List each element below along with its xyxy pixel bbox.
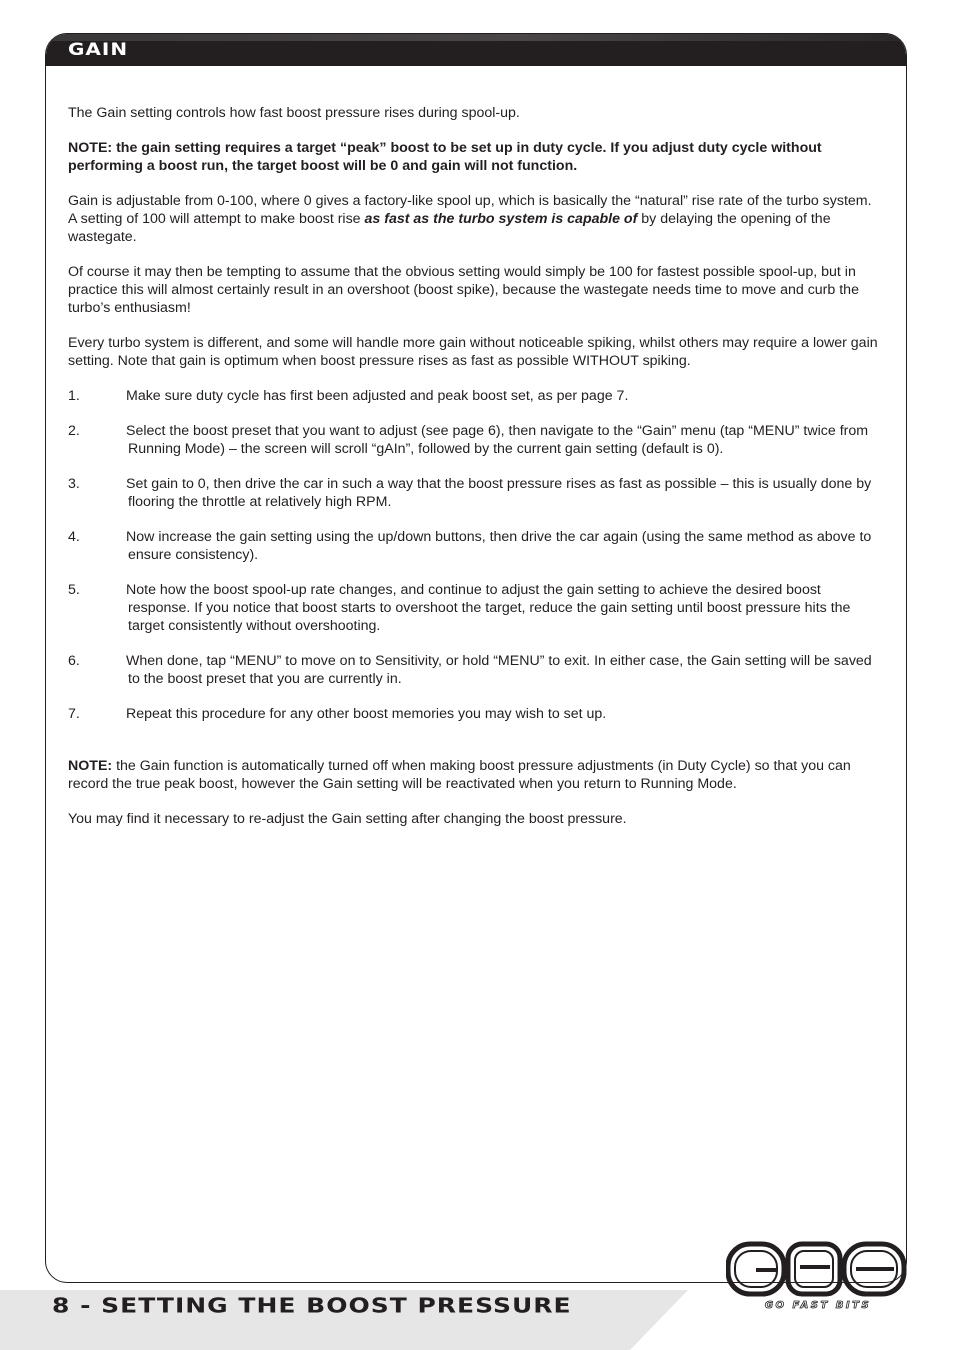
step-text: Select the boost preset that you want to adjust (see page 6), then navigate to the “Gain” menu (tap “MENU” twice from Running Mode) – the screen will scroll “gAIn”, followed by the current gain setting (default is 0). — [126, 423, 869, 457]
procedure-steps — [68, 387, 883, 723]
step-number: 6. — [68, 653, 80, 669]
step-item — [68, 387, 883, 405]
step-item — [68, 422, 883, 458]
step-number: 2. — [68, 423, 80, 439]
step-item — [68, 475, 883, 511]
step-number: 1. — [68, 388, 80, 404]
gain-range-text-end: by delaying the opening of the wastegate. — [68, 211, 831, 245]
gain-range-paragraph — [68, 192, 883, 246]
gain-range-text: Gain is adjustable from 0-100, where 0 gives a factory-like spool up, which is basically the “natural” rise rate of the turbo system. A setting of 100 will attempt to make boost rise — [68, 193, 872, 227]
turbo-variation-paragraph: Every turbo system is different, and some will handle more gain without noticeable spiking, whilst others may require a lower gain setting. Note that gain is optimum when boost pressure rises as fast as possible WITHOUT spiking. — [68, 335, 878, 369]
closing-paragraph: You may find it necessary to re-adjust the Gain setting after changing the boost pressure. — [68, 811, 627, 827]
header-sheen — [46, 34, 906, 41]
step-number: 5. — [68, 582, 80, 598]
intro-paragraph: The Gain setting controls how fast boost pressure rises during spool-up. — [68, 105, 520, 121]
step-text: When done, tap “MENU” to move on to Sensitivity, or hold “MENU” to exit. In either case, the Gain setting will be saved to the boost preset that you are currently in. — [126, 653, 872, 687]
overshoot-paragraph: Of course it may then be tempting to assume that the obvious setting would simply be 100 for fastest possible spool-up, but in practice this will almost certainly result in an overshoot (boost spike), because the wastegate needs time to move and curb the turbo’s enthusiasm! — [68, 264, 859, 316]
gain-range-emphasis: as fast as the turbo system is capable of — [364, 211, 638, 227]
step-item — [68, 528, 883, 564]
footer-title: 8 - SETTING THE BOOST PRESSURE — [52, 1294, 572, 1318]
step-number: 3. — [68, 476, 80, 492]
body-content — [68, 104, 883, 845]
logo-tagline: GO FAST BITS — [764, 1300, 872, 1311]
step-text: Repeat this procedure for any other boost memories you may wish to set up. — [126, 706, 607, 722]
note-text: the Gain function is automatically turned off when making boost pressure adjustments (in Duty Cycle) so that you can record the true peak boost, however the Gain setting will be reactivated when you return to Running Mode. — [68, 758, 851, 792]
step-text: Set gain to 0, then drive the car in such a way that the boost pressure rises as fast as possible – this is usually done by flooring the throttle at relatively high RPM. — [126, 476, 872, 510]
step-text: Make sure duty cycle has first been adjusted and peak boost set, as per page 7. — [126, 388, 629, 404]
note-label: NOTE: — [68, 758, 113, 774]
step-number: 4. — [68, 529, 80, 545]
section-header-bar — [46, 34, 906, 66]
step-item — [68, 652, 883, 688]
note-duty-cycle: NOTE: the gain setting requires a target “peak” boost to be set up in duty cycle. If you adjust duty cycle without performing a boost run, the target boost will be 0 and gain will not function. — [68, 140, 822, 174]
step-number: 7. — [68, 706, 80, 722]
step-item — [68, 705, 883, 723]
step-text: Now increase the gain setting using the up/down buttons, then drive the car again (using the same method as above to ensure consistency). — [126, 529, 872, 563]
step-item — [68, 581, 883, 635]
note-gain-off — [68, 757, 883, 793]
section-title: GAIN — [68, 38, 129, 60]
step-text: Note how the boost spool-up rate changes, and continue to adjust the gain setting to achieve the desired boost response. If you notice that boost starts to overshoot the target, reduce the gain setting until boost pressure hits the target consistently without overshooting. — [126, 582, 851, 634]
